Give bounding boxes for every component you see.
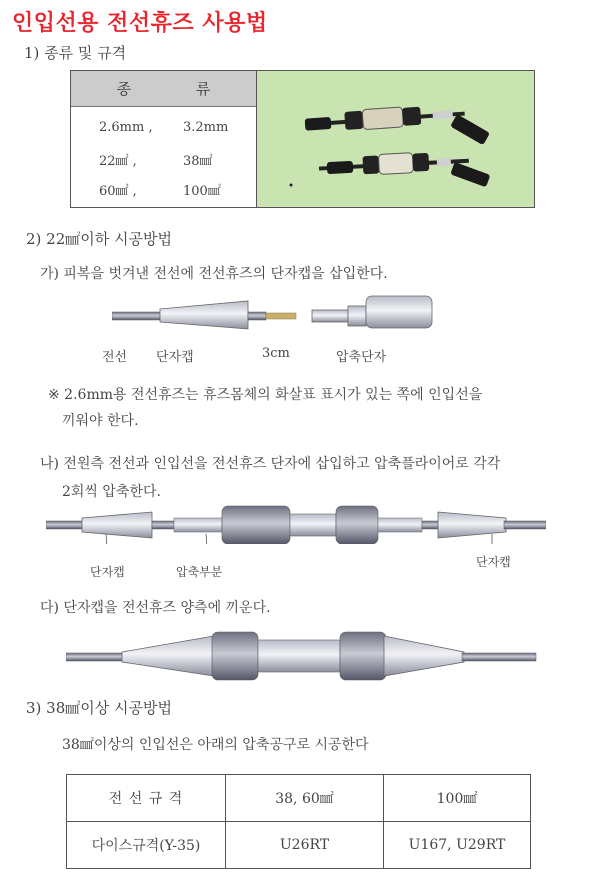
cell-value: 100㎟ — [384, 775, 531, 822]
spec-row — [71, 143, 256, 176]
spec-row — [71, 111, 256, 144]
label-3cm: 3cm — [262, 346, 290, 361]
label-cap-left: 단자캡 — [90, 565, 125, 579]
table-row — [67, 822, 531, 869]
product-photo — [257, 71, 534, 207]
table-row — [67, 775, 531, 822]
label-cap-right: 단자캡 — [476, 555, 511, 569]
die-spec-table — [66, 774, 531, 869]
note-line1: ※ 2.6mm용 전선휴즈는 휴즈몸체의 화살표 표시가 있는 쪽에 인입선을 — [48, 387, 483, 403]
step-a-text: 가) 피복을 벗겨낸 전선에 전선휴즈의 단자캡을 삽입한다. — [40, 266, 388, 282]
cell-header: 전 선 규 격 — [67, 775, 226, 822]
cell-value: U167, U29RT — [384, 822, 531, 869]
step-a-figure — [112, 292, 447, 332]
label-cap: 단자캡 — [156, 350, 194, 365]
fuse-product-illustration — [257, 71, 534, 207]
section3-desc: 38㎟이상의 인입선은 아래의 압축공구로 시공한다 — [62, 737, 369, 753]
label-wire: 전선 — [102, 350, 128, 365]
spec-table — [70, 70, 535, 208]
label-terminal: 압축단자 — [336, 350, 387, 365]
step-b-line1: 나) 전원측 전선과 인입선을 전선휴즈 단자에 삽입하고 압축플라이어로 각각 — [40, 456, 501, 472]
cell-value: U26RT — [226, 822, 384, 869]
spec-list — [71, 71, 257, 207]
spec-a: 60㎟ , — [99, 184, 137, 199]
spec-b: 3.2mm — [183, 120, 229, 135]
spec-row — [71, 173, 256, 206]
step-b-figure — [46, 504, 546, 544]
step-c-figure — [66, 630, 546, 682]
label-press: 압축부분 — [176, 565, 223, 579]
step-b-line2: 2회씩 압축한다. — [62, 484, 161, 500]
spec-a: 2.6mm , — [99, 120, 153, 135]
spec-b: 100㎟ — [183, 184, 221, 199]
cell-header: 다이스규격(Y-35) — [67, 822, 226, 869]
spec-a: 22㎟ , — [99, 154, 137, 169]
section3-heading: 3) 38㎟이상 시공방법 — [26, 699, 172, 717]
section1-heading: 1) 종류 및 규격 — [24, 44, 127, 62]
note-line2: 끼워야 한다. — [62, 413, 139, 429]
page-title: 인입선용 전선휴즈 사용법 — [12, 11, 268, 36]
step-c-text: 다) 단자캡을 전선휴즈 양측에 끼운다. — [40, 600, 271, 616]
spec-b: 38㎟ — [183, 154, 213, 169]
cell-value: 38, 60㎟ — [226, 775, 384, 822]
spec-header: 종 류 — [71, 71, 256, 107]
section2-heading: 2) 22㎟이하 시공방법 — [26, 230, 172, 248]
